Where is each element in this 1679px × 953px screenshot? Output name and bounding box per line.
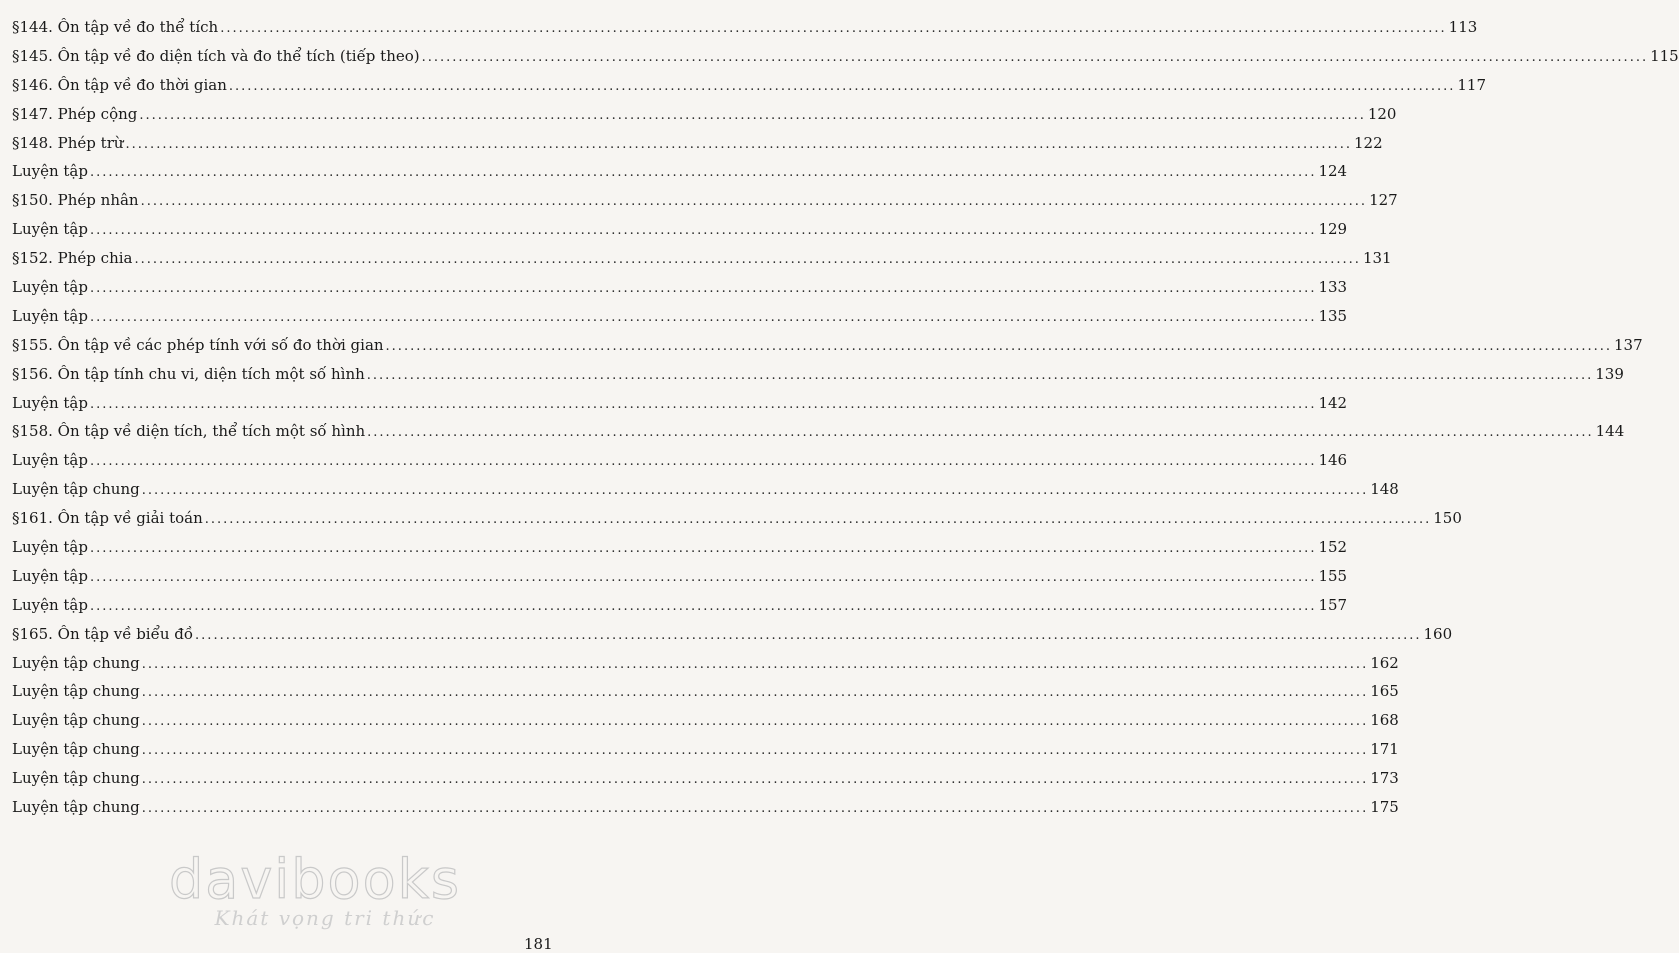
toc-entry-page: 150 [1433,509,1462,528]
toc-entry-title: Luyện tập chung [12,653,140,672]
toc-entry-title: Luyện tập [12,306,88,325]
toc-entry-page: 160 [1423,624,1453,643]
toc-entry [12,331,1643,360]
toc-entry-title: §156. Ôn tập tính chu vi, diện tích một số hình [12,364,365,383]
toc-entry-page: 115 [1650,46,1679,65]
toc-entry-title: §161. Ôn tập về giải toán [12,509,203,528]
toc-entry-title: Luyện tập chung [12,769,140,788]
toc-dot-leader: ........................................................................................................................................................................................................ [421,49,1649,65]
toc-entry-title: §148. Phép trừ [12,133,124,152]
toc-entry [12,475,1399,504]
toc-entry [12,215,1348,244]
toc-entry [12,764,1399,793]
toc-entry-page: 171 [1370,740,1399,759]
toc-entry [12,533,1348,562]
toc-entry-page: 144 [1595,422,1625,441]
toc-entry-title: Luyện tập chung [12,740,140,759]
toc-entry-page: 155 [1318,566,1348,585]
toc-dot-leader: ........................................................................................................................................................................................................ [385,338,1613,354]
toc-entry-title: §155. Ôn tập về các phép tính với số đo thời gian [12,335,384,354]
toc-entry-page: 113 [1448,18,1478,36]
toc-entry [12,504,1462,533]
toc-dot-leader: ........................................................................................................................................................................................................ [141,714,1369,730]
toc-dot-leader: ........................................................................................................................................................................................................ [89,541,1317,557]
toc-entry-title: Luyện tập [12,595,88,614]
toc-dot-leader: ........................................................................................................................................................................................................ [141,483,1369,499]
toc-entry [12,562,1348,591]
toc-dot-leader: ........................................................................................................................................................................................................ [228,78,1456,94]
toc-dot-leader: ........................................................................................................................................................................................................ [367,425,1594,441]
toc-entry [12,735,1399,764]
toc-entry-page: 137 [1614,335,1643,354]
toc-entry [12,100,1397,129]
toc-dot-leader: ........................................................................................................................................................................................................ [139,107,1366,123]
toc-entry-title: Luyện tập [12,220,88,239]
toc-entry [12,706,1399,735]
toc-entry-page: 157 [1318,595,1348,614]
toc-entry-page: 146 [1318,451,1348,470]
toc-entry [12,360,1624,389]
toc-entry-page: 148 [1370,480,1399,499]
toc-entry-title: Luyện tập [12,566,88,585]
toc-dot-leader: ........................................................................................................................................................................................................ [134,252,1361,268]
toc-entry [12,677,1399,706]
toc-entry-title: §145. Ôn tập về đo diện tích và đo thể tích (tiếp theo) [12,46,420,65]
toc-entry-title: Luyện tập chung [12,711,140,730]
watermark-tagline: Khát vọng tri thức [214,906,436,930]
toc-entry [12,71,1487,100]
toc-entry [12,620,1453,649]
toc-entry [12,446,1348,475]
toc-entry [12,649,1399,678]
toc-entry-page: 124 [1318,162,1348,181]
toc-dot-leader: ........................................................................................................................................................................................................ [140,194,1368,210]
toc-entry-page: 133 [1318,278,1348,297]
toc-entry-title: Luyện tập [12,278,88,297]
toc-dot-leader: ........................................................................................................................................................................................................ [195,627,1422,643]
toc-entry-title: Luyện tập [12,162,88,181]
watermark-brand: davibooks [168,848,462,911]
toc-entry-page: 162 [1370,653,1399,672]
toc-entry-title: Luyện tập [12,451,88,470]
toc-dot-leader: ........................................................................................................................................................................................................ [204,512,1432,528]
toc-entry [12,417,1625,446]
toc-dot-leader: ........................................................................................................................................................................................................ [125,136,1352,152]
toc-entry [12,389,1348,418]
toc-dot-leader: ........................................................................................................................................................................................................ [89,165,1317,181]
toc-entry-title: §146. Ôn tập về đo thời gian [12,75,227,94]
page-number: 181 [524,935,553,953]
toc-entry-page: 117 [1457,75,1487,94]
toc-entry [12,591,1348,620]
toc-dot-leader: ........................................................................................................................................................................................................ [141,685,1369,701]
toc-entry-page: 175 [1370,798,1399,817]
toc-entry [12,793,1399,822]
toc-entry-page: 168 [1370,711,1399,730]
toc-entry-title: Luyện tập chung [12,480,140,499]
toc-entry-title: §150. Phép nhân [12,191,139,210]
toc-entry-title: §144. Ôn tập về đo thể tích [12,18,219,36]
toc-dot-leader: ........................................................................................................................................................................................................ [366,367,1594,383]
toc-dot-leader: ........................................................................................................................................................................................................ [89,281,1317,297]
watermark [0,850,600,930]
toc-entry [12,186,1398,215]
toc-dot-leader: ........................................................................................................................................................................................................ [141,772,1369,788]
toc-entry-title: §147. Phép cộng [12,104,138,123]
toc-entry-page: 129 [1318,220,1348,239]
toc-entry-page: 120 [1367,104,1397,123]
toc-entry [12,244,1392,273]
toc-entry-title: Luyện tập [12,393,88,412]
toc-entry [12,42,1679,71]
toc-entry-title: §165. Ôn tập về biểu đồ [12,624,194,643]
toc-entry-page: 139 [1595,364,1624,383]
toc-dot-leader: ........................................................................................................................................................................................................ [89,396,1317,412]
toc-dot-leader: ........................................................................................................................................................................................................ [141,656,1369,672]
toc-entry [12,302,1348,331]
toc-entry-title: Luyện tập chung [12,798,140,817]
toc-entry-title: Luyện tập [12,538,88,557]
toc-entry-page: 135 [1318,306,1348,325]
toc-dot-leader: ........................................................................................................................................................................................................ [141,743,1369,759]
toc-dot-leader: ........................................................................................................................................................................................................ [89,569,1317,585]
toc-entry-page: 152 [1318,538,1348,557]
toc-entry [12,273,1348,302]
toc-dot-leader: ........................................................................................................................................................................................................ [89,223,1317,239]
toc-dot-leader: ........................................................................................................................................................................................................ [89,454,1317,470]
toc-entry-page: 131 [1362,249,1392,268]
toc-dot-leader: ........................................................................................................................................................................................................ [220,21,1447,36]
toc-entry-page: 142 [1318,393,1348,412]
toc-entry [12,157,1348,186]
table-of-contents [12,13,1679,822]
toc-entry [12,13,1478,42]
toc-dot-leader: ........................................................................................................................................................................................................ [89,309,1317,325]
toc-entry-title: §152. Phép chia [12,249,133,268]
toc-entry-title: Luyện tập chung [12,682,140,701]
toc-dot-leader: ........................................................................................................................................................................................................ [141,801,1369,817]
toc-entry-page: 122 [1354,133,1383,152]
toc-entry-page: 165 [1370,682,1399,701]
toc-entry-title: §158. Ôn tập về diện tích, thể tích một số hình [12,422,366,441]
toc-dot-leader: ........................................................................................................................................................................................................ [89,598,1317,614]
toc-entry-page: 127 [1369,191,1398,210]
toc-entry [12,129,1383,158]
toc-entry-page: 173 [1370,769,1399,788]
